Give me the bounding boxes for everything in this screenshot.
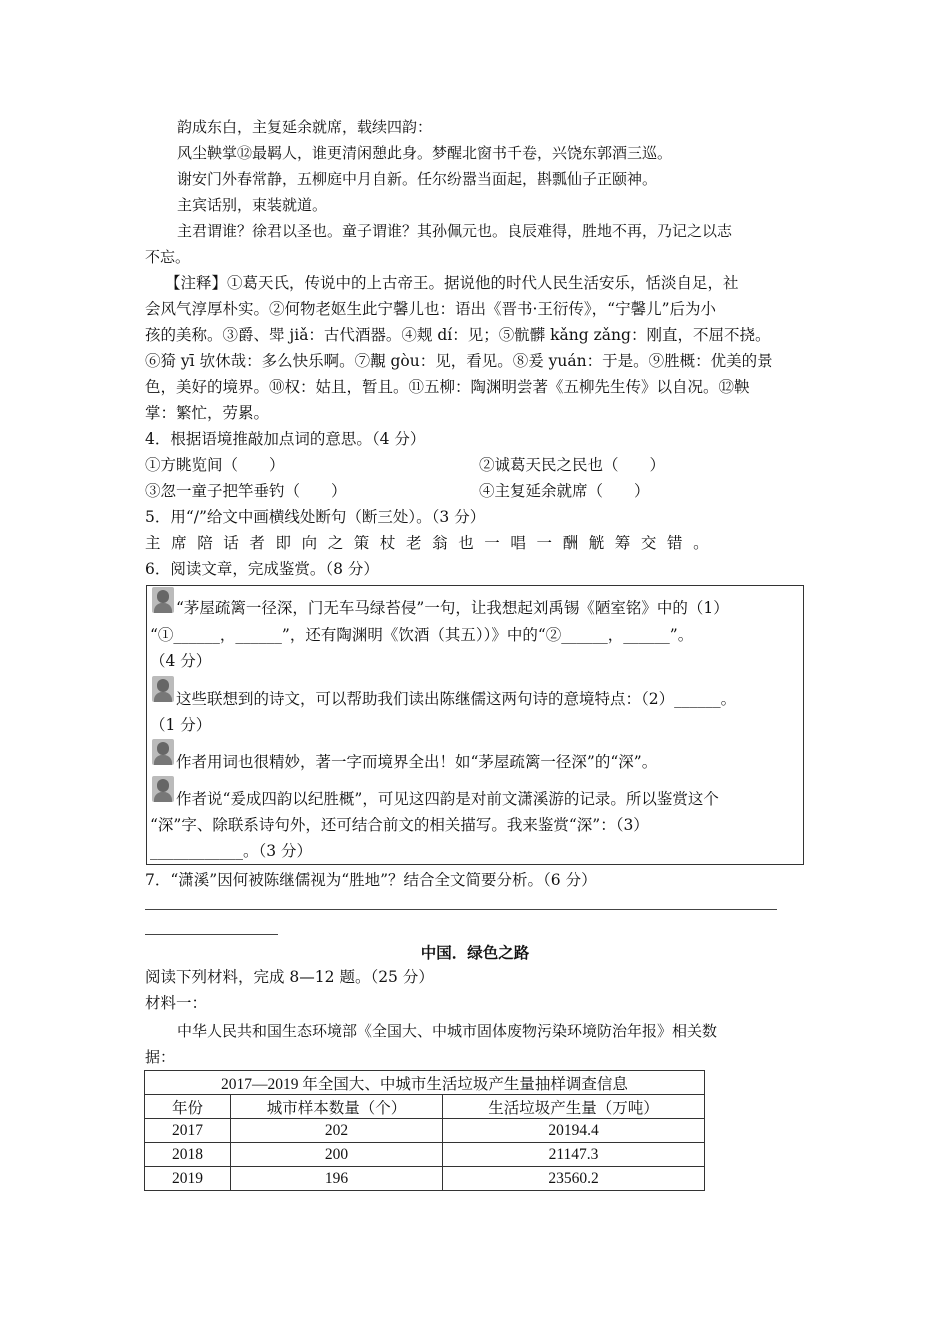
student-avatar-icon bbox=[152, 776, 174, 802]
table-cell: 2019 bbox=[145, 1167, 231, 1191]
table-header: 生活垃圾产生量（万吨） bbox=[443, 1095, 705, 1119]
box-line: 作者用词也很精妙，著一字而境界全出！如“茅屋疏篱一径深”的“深”。 bbox=[176, 753, 658, 771]
question-6-stem: 6．阅读文章，完成鉴赏。（8 分） bbox=[145, 560, 379, 578]
material-label: 材料一： bbox=[145, 994, 208, 1012]
table-cell: 202 bbox=[231, 1119, 443, 1143]
material-line: 据： bbox=[145, 1048, 176, 1066]
table-cell: 23560.2 bbox=[443, 1167, 705, 1191]
question-7-stem: 7．“潇溪”因何被陈继儒视为“胜地”？结合全文简要分析。（6 分） bbox=[145, 871, 597, 889]
passage-line: 风尘鞅掌⑫最羁人，谁更清闲憩此身。梦醒北窗书千卷，兴饶东郭酒三巡。 bbox=[177, 144, 673, 162]
table-cell: 200 bbox=[231, 1143, 443, 1167]
table-row bbox=[145, 1119, 705, 1143]
question-4-item-a: ①方眺览间（ ） bbox=[145, 456, 285, 474]
box-line: （4 分） bbox=[150, 652, 212, 670]
notes-line: ⑥猗 yī 欤休哉：多么快乐啊。⑦覯 gòu：见，看见。⑧爰 yuán：于是。⑨胜概：优美的景 bbox=[145, 352, 773, 370]
passage-line: 主宾话别，束装就道。 bbox=[177, 196, 328, 214]
table-cell: 2017 bbox=[145, 1119, 231, 1143]
question-5-stem: 5．用“/”给文中画横线处断句（断三处）。（3 分） bbox=[145, 508, 486, 526]
notes-line: 【注释】①葛天氏，传说中的上古帝王。据说他的时代人民生活安乐，恬淡自足，社 bbox=[165, 274, 739, 292]
box-line: “深”字、除联系诗句外，还可结合前文的相关描写。我来鉴赏“深”：（3） bbox=[150, 816, 649, 834]
box-line: 这些联想到的诗文，可以帮助我们读出陈继儒这两句诗的意境特点：（2）______。 bbox=[176, 690, 737, 708]
box-line: “①______，______”，还有陶渊明《饮酒（其五））》中的“②______，______”。 bbox=[150, 626, 694, 644]
table-cell: 21147.3 bbox=[443, 1143, 705, 1167]
answer-line bbox=[145, 934, 278, 935]
box-line: ____________。（3 分） bbox=[150, 842, 313, 860]
table-row bbox=[145, 1167, 705, 1191]
notes-line: 掌：繁忙，劳累。 bbox=[145, 404, 270, 422]
student-avatar-icon bbox=[152, 676, 174, 702]
table-header: 城市样本数量（个） bbox=[231, 1095, 443, 1119]
answer-line bbox=[145, 909, 777, 910]
passage-line: 韵成东白，主复延余就席，载续四韵： bbox=[177, 118, 433, 136]
passage-line: 主君谓谁？徐君以圣也。童子谓谁？其孙佩元也。良辰难得，胜地不再，乃记之以志 bbox=[177, 222, 733, 240]
table-title: 2017—2019 年全国大、中城市生活垃圾产生量抽样调查信息 bbox=[145, 1071, 705, 1095]
passage-line: 不忘。 bbox=[145, 248, 191, 266]
box-line: “茅屋疏篱一径深，门无车马绿苔侵”一句，让我想起刘禹锡《陋室铭》中的（1） bbox=[176, 599, 729, 617]
section-intro: 阅读下列材料，完成 8—12 题。（25 分） bbox=[145, 968, 434, 986]
passage-line: 谢安门外春常静，五柳庭中月自新。任尔纷嚣当面起，斟瓢仙子正颐神。 bbox=[177, 170, 658, 188]
question-4-item-c: ③忽一童子把竿垂钓（ ） bbox=[145, 482, 347, 500]
table-cell: 2018 bbox=[145, 1143, 231, 1167]
notes-line: 色，美好的境界。⑩权：姑且，暂且。⑪五柳：陶渊明尝著《五柳先生传》以自况。⑫鞅 bbox=[145, 378, 750, 396]
question-4-stem: 4．根据语境推敲加点词的意思。（4 分） bbox=[145, 430, 426, 448]
student-avatar-icon bbox=[152, 587, 174, 613]
section-title: 中国．绿色之路 bbox=[420, 943, 530, 962]
data-table bbox=[144, 1070, 705, 1191]
notes-line: 会风气淳厚朴实。②何物老妪生此宁馨儿也：语出《晋书·王衍传》，“宁馨儿”后为小 bbox=[145, 300, 717, 318]
question-5-text: 主席陪话者即向之策杖老翁也一唱一酬觥筹交错。 bbox=[145, 534, 720, 552]
material-line: 中华人民共和国生态环境部《全国大、中城市固体废物污染环境防治年报》相关数 bbox=[177, 1022, 718, 1040]
box-line: （1 分） bbox=[150, 716, 212, 734]
notes-line: 孩的美称。③爵、斝 jiǎ：古代酒器。④觌 dí：见；⑤骯髒 kǎng zǎng：刚直，不屈不挠。 bbox=[145, 326, 771, 344]
question-4-item-b: ②诚葛天民之民也（ ） bbox=[479, 456, 666, 474]
table-cell: 196 bbox=[231, 1167, 443, 1191]
table-cell: 20194.4 bbox=[443, 1119, 705, 1143]
table-header: 年份 bbox=[145, 1095, 231, 1119]
student-avatar-icon bbox=[152, 739, 174, 765]
box-line: 作者说“爰成四韵以纪胜概”，可见这四韵是对前文潇溪游的记录。所以鉴赏这个 bbox=[176, 790, 719, 808]
question-4-item-d: ④主复延余就席（ ） bbox=[479, 482, 650, 500]
table-row bbox=[145, 1143, 705, 1167]
